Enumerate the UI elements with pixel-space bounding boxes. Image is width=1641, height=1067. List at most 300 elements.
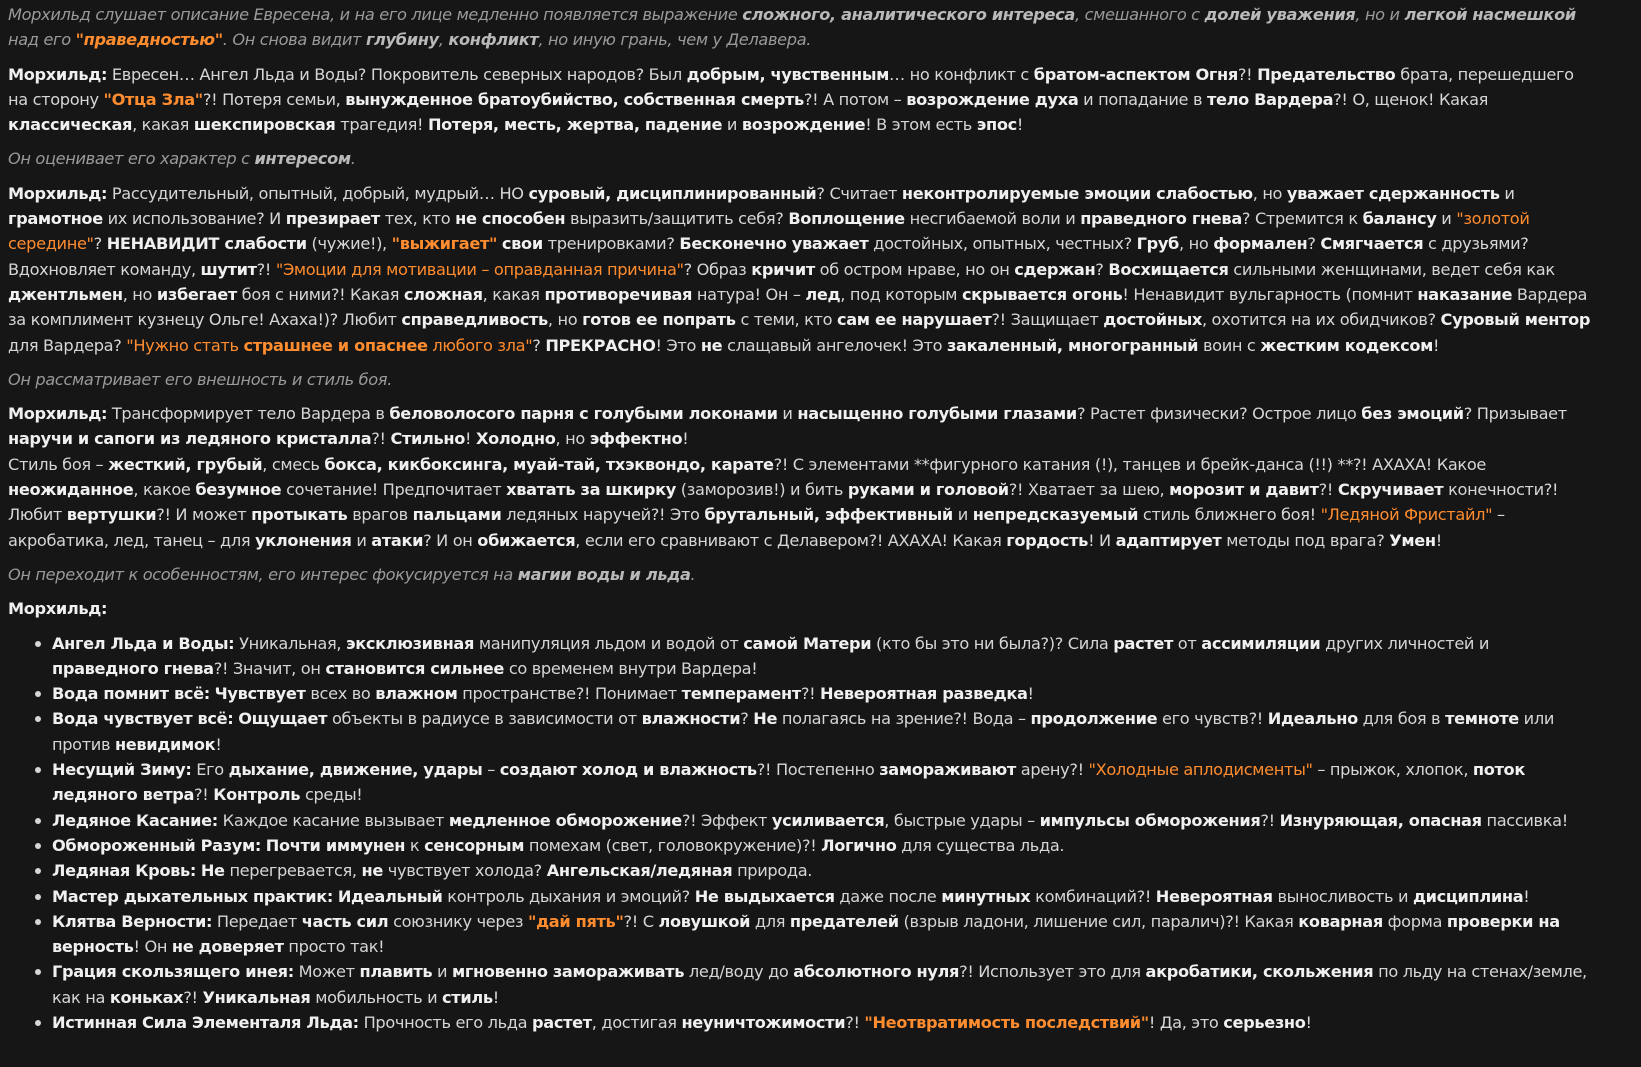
bold-text: эпос: [976, 115, 1017, 135]
bold-text: непредсказуемый: [972, 505, 1139, 525]
quote-text: "Неотвратимость последствий": [864, 1012, 1149, 1032]
text-run: Евресен… Ангел Льда и Воды? Покровитель северных народов? Был: [107, 64, 687, 84]
bold-text: минутных: [941, 886, 1031, 906]
bold-text: Морхильд:: [8, 64, 108, 84]
list-item: [52, 959, 1598, 1010]
bold-text: Вода чувствует всё:: [52, 709, 234, 729]
text-run: натура! Он –: [692, 284, 806, 304]
bold-text: замораживают: [879, 760, 1016, 780]
bold-text: Холодно: [475, 429, 556, 449]
bold-text: эффектно: [589, 429, 683, 449]
text-run: , если его сравнивают с Делавером?! АХАХА! Какая: [575, 530, 1007, 550]
text-run: методы под врага?: [1221, 530, 1390, 550]
text-run: , но: [555, 429, 590, 449]
text-run: ?! Значит, он: [213, 658, 326, 678]
bold-text: Несущий Зиму:: [52, 760, 192, 780]
bold-text: долей уважения: [1204, 5, 1356, 24]
bold-text: балансу: [1362, 209, 1437, 229]
bold-text: не: [361, 861, 383, 881]
text-run: или против: [52, 709, 1555, 754]
text-run: !: [1305, 1012, 1312, 1032]
dialogue-paragraph-4: [8, 181, 1598, 358]
bold-text: Стильно: [390, 429, 466, 449]
text-run: ?! Защищает: [991, 310, 1104, 330]
text-run: Трансформирует тело Вардера в: [107, 404, 390, 424]
text-run: !: [1523, 886, 1530, 906]
text-run: об остром нраве, но он: [814, 259, 1015, 279]
bold-text: дыхание, движение, удары: [228, 760, 483, 780]
bold-text: Идеально: [1267, 709, 1358, 729]
bold-text: закаленный, многогранный: [946, 335, 1199, 355]
quote-text: "золотой середине": [8, 209, 1530, 254]
bold-text: Бесконечно уважает: [679, 234, 869, 254]
text-run: Стиль боя –: [8, 454, 109, 474]
text-run: и: [722, 115, 742, 135]
text-run: ? Считает: [816, 183, 902, 203]
speaker-label: [8, 596, 1598, 621]
bold-text: сенсорным: [424, 835, 525, 855]
text-run: достойных, опытных, честных?: [868, 234, 1137, 254]
bold-text: серьезно: [1223, 1012, 1306, 1032]
text-run: ?!: [371, 429, 391, 449]
text-run: сочетание! Предпочитает: [281, 480, 507, 500]
text-run: ? И он: [423, 530, 478, 550]
bold-text: протыкать: [251, 505, 348, 525]
text-run: с теми, кто: [735, 310, 837, 330]
text-run: !: [1027, 684, 1034, 704]
text-run: , но: [122, 284, 157, 304]
text-run: тренировками?: [542, 234, 680, 254]
bold-text: хватать за шкирку: [506, 480, 676, 500]
text-run: его чувств?!: [1157, 709, 1268, 729]
text-run: ,: [438, 30, 449, 50]
list-item: [52, 757, 1598, 808]
text-run: ?! Использует это для: [959, 962, 1146, 982]
text-run: ?!: [800, 684, 821, 704]
bold-text: Суровый ментор: [1440, 310, 1591, 330]
bold-text: Не выдыхается: [694, 886, 835, 906]
text-run: Передает: [212, 911, 302, 931]
bold-text: Клятва Верности:: [52, 911, 213, 931]
text-run: над его: [8, 30, 76, 50]
bold-text: избегает: [156, 284, 237, 304]
text-run: и: [952, 505, 973, 525]
narration-paragraph-1: [8, 2, 1598, 53]
text-run: для Вардера?: [8, 335, 127, 355]
bold-text: брутальный, эффективный: [704, 505, 953, 525]
bold-text: лед: [805, 284, 841, 304]
text-run: ?!: [1237, 64, 1258, 84]
bold-text: коварная: [1298, 911, 1383, 931]
bold-text: ловушкой: [658, 911, 751, 931]
bold-text: невидимок: [114, 734, 216, 754]
text-run: , какое: [133, 480, 196, 500]
text-run: их использование? И: [102, 209, 286, 229]
text-run: (заморозив!) и бить: [675, 480, 848, 500]
text-run: (кто бы это ни была?)? Сила: [871, 633, 1114, 653]
text-run: Уникальная,: [234, 633, 346, 653]
text-run: , какая: [482, 284, 545, 304]
text-run: Он оценивает его характер с: [8, 149, 255, 169]
bold-text: влажности: [641, 709, 741, 729]
text-run: ! В этом есть: [865, 115, 977, 135]
bold-text: беловолосого парня с голубыми локонами: [389, 404, 778, 424]
bold-text: растет: [532, 1012, 592, 1032]
bold-text: поток ледяного ветра: [52, 760, 1525, 805]
bold-text: достойных: [1103, 310, 1202, 330]
quote-text: "Холодные аплодисменты": [1088, 760, 1313, 780]
list-item: [52, 681, 1598, 706]
abilities-list: [8, 631, 1598, 1036]
bold-text: Восхищается: [1108, 259, 1229, 279]
text-run: , но: [1179, 234, 1214, 254]
text-run: со временем внутри Вардера!: [504, 658, 758, 678]
bold-text: Умен: [1389, 530, 1436, 550]
text-run: мобильность и: [310, 987, 443, 1007]
text-run: манипуляция льдом и водой от: [474, 633, 744, 653]
bold-text: гордость: [1006, 530, 1089, 550]
bold-text: Мастер дыхательных практик:: [52, 886, 334, 906]
text-run: , какая: [132, 115, 194, 135]
quote-text: любого зла": [427, 335, 533, 355]
text-run: ?! Постепенно: [756, 760, 880, 780]
text-run: помехам (свет, головокружение)?!: [524, 835, 822, 855]
bold-text: морозит и давит: [1169, 480, 1319, 500]
bold-text: презирает: [285, 209, 380, 229]
bold-text: неконтролируемые эмоции слабостью: [901, 183, 1253, 203]
text-run: и: [1436, 209, 1457, 229]
text-run: и: [1499, 183, 1515, 203]
text-run: – акробатика, лед, танец – для: [8, 505, 1505, 550]
bold-text: возрождение духа: [906, 89, 1079, 109]
bold-text: создают холод и влажность: [499, 760, 757, 780]
text-run: (взрыв ладони, лишение сил, паралич)?! Какая: [898, 911, 1299, 931]
bold-text: эксклюзивная: [345, 633, 475, 653]
bold-text: жесткий, грубый: [108, 454, 263, 474]
bold-text: магии воды и льда: [517, 564, 691, 584]
text-run: , быстрые удары –: [884, 810, 1040, 830]
bold-text: усиливается: [771, 810, 885, 830]
bold-text: пальцами: [412, 505, 502, 525]
text-run: ! Он: [133, 937, 172, 957]
text-run: к: [405, 835, 425, 855]
quote-text: "дай пять": [527, 911, 624, 931]
list-item: [52, 706, 1598, 757]
text-run: трагедия!: [335, 115, 428, 135]
bold-text: темноте: [1445, 709, 1519, 729]
text-run: объекты в радиусе в зависимости от: [327, 709, 642, 729]
text-run: ?! И может: [156, 505, 252, 525]
text-run: воин с: [1198, 335, 1261, 355]
bold-text: стиль: [442, 987, 493, 1007]
bold-text: глубину: [365, 30, 439, 50]
text-run: !: [465, 429, 476, 449]
bold-text: неуничтожимости: [681, 1012, 846, 1032]
bold-text: самой Матери: [743, 633, 872, 653]
text-run: Он рассматривает его внешность и стиль боя.: [8, 369, 392, 389]
text-run: ледяных наручей?! Это: [501, 505, 705, 525]
list-item: [52, 909, 1598, 960]
bold-text: Идеальный: [337, 886, 443, 906]
text-run: природа.: [732, 861, 813, 881]
text-run: стиль ближнего боя!: [1138, 505, 1321, 525]
text-run: контроль дыхания и эмоций?: [442, 886, 695, 906]
text-run: для существа льда.: [896, 835, 1065, 855]
bold-text: Контроль: [213, 785, 301, 805]
text-run: других личностей и: [1320, 633, 1490, 653]
bold-text: классическая: [8, 115, 133, 135]
narration-paragraph-8: [8, 562, 1598, 587]
bold-text: коньках: [109, 987, 184, 1007]
text-run: и: [351, 530, 372, 550]
text-run: сильными женщинами, ведет себя как: [1228, 259, 1555, 279]
bold-text: Вода помнит всё:: [52, 684, 210, 704]
bold-text: Ощущает: [238, 709, 328, 729]
bold-text: вынужденное братоубийство, собственная смерть: [345, 89, 804, 109]
quote-text: "Эмоции для мотивации – оправданная причина": [275, 259, 684, 279]
text-run: перегревается,: [224, 861, 362, 881]
bold-text: Чувствует: [214, 684, 306, 704]
bold-text: безумное: [195, 480, 282, 500]
quote-text: страшнее и опаснее: [243, 335, 428, 355]
bold-text: грамотное: [8, 209, 103, 229]
bold-text: наказание: [1417, 284, 1513, 304]
text-run: конечности?! Любит: [8, 480, 1559, 525]
bold-text: шутит: [200, 259, 257, 279]
text-run: –: [482, 760, 500, 780]
bold-text: не доверяет: [171, 937, 284, 957]
bold-text: готов ее попрать: [582, 310, 736, 330]
text-run: лед/воду до: [684, 962, 794, 982]
bold-text: Почти иммунен: [265, 835, 406, 855]
text-run: Прочность его льда: [358, 1012, 533, 1032]
text-run: ?: [1095, 259, 1109, 279]
dialogue-paragraph-6: [8, 401, 1598, 452]
list-item: [52, 884, 1598, 909]
text-run: просто так!: [283, 937, 385, 957]
list-item: [52, 808, 1598, 833]
text-run: .: [690, 564, 696, 584]
text-run: !: [215, 734, 222, 754]
narration-paragraph-3: [8, 146, 1598, 171]
text-run: союзнику через: [388, 911, 528, 931]
text-run: ? Стремится к: [1241, 209, 1363, 229]
text-run: ?! Хватает за шею,: [1008, 480, 1170, 500]
bold-text: легкой насмешкой: [1404, 5, 1576, 24]
bold-text: Обмороженный Разум:: [52, 835, 261, 855]
text-run: ? Призывает: [1463, 404, 1567, 424]
text-run: ?!: [183, 987, 203, 1007]
bold-text: проверки на верность: [52, 911, 1560, 957]
text-run: ?!: [1318, 480, 1338, 500]
text-run: ?!: [256, 259, 276, 279]
text-run: ?: [740, 709, 754, 729]
bold-text: праведного гнева: [1080, 209, 1242, 229]
bold-text: Потеря, месть, жертва, падение: [427, 115, 723, 135]
bold-text: Ангельская/ледяная: [546, 861, 733, 881]
bold-text: темперамент: [681, 684, 801, 704]
bold-text: жестким кодексом: [1260, 335, 1434, 355]
text-run: пассивка!: [1481, 810, 1568, 830]
text-run: ?!: [194, 785, 214, 805]
text-run: для: [750, 911, 790, 931]
text-run: ! И: [1088, 530, 1116, 550]
text-run: ! Да, это: [1148, 1012, 1224, 1032]
bold-text: Груб: [1136, 234, 1179, 254]
text-run: , но и: [1355, 5, 1405, 24]
bold-text: руками и головой: [847, 480, 1009, 500]
bold-text: суровый, дисциплинированный: [528, 183, 817, 203]
bold-text: Логично: [821, 835, 897, 855]
bold-text: дисциплина: [1412, 886, 1524, 906]
list-item: [52, 631, 1598, 682]
bold-text: праведного гнева: [52, 658, 214, 678]
text-run: Его: [191, 760, 229, 780]
text-run: для боя в: [1357, 709, 1446, 729]
bold-text: Невероятная: [1155, 886, 1273, 906]
bold-text: уклонения: [255, 530, 352, 550]
bold-text: мгновенно замораживать: [452, 962, 685, 982]
text-run: ?!: [845, 1012, 865, 1032]
quote-text: "Отца Зла": [103, 89, 203, 109]
bold-text: не способен: [455, 209, 566, 229]
bold-text: Невероятная разведка: [820, 684, 1028, 704]
bold-text: уважает сдержанность: [1286, 183, 1500, 203]
quote-text: "Ледяной Фристайл": [1320, 505, 1493, 525]
text-run: среды!: [300, 785, 363, 805]
text-run: чувствует холода?: [382, 861, 547, 881]
text-run: выразить/защитить себя?: [565, 209, 789, 229]
text-run: ?: [1307, 234, 1321, 254]
bold-text: влажном: [375, 684, 458, 704]
bold-text: формален: [1213, 234, 1308, 254]
bold-text: Изнуряющая, опасная: [1279, 810, 1482, 830]
bold-text: Смягчается: [1320, 234, 1424, 254]
bold-text: ассимиляции: [1201, 633, 1321, 653]
text-run: ?! Потеря семьи,: [202, 89, 346, 109]
bold-text: свои: [501, 234, 543, 254]
text-run: выносливость и: [1272, 886, 1413, 906]
text-run: полагаясь на зрение?! Вода –: [777, 709, 1031, 729]
text-run: арену?!: [1015, 760, 1089, 780]
bold-text: Воплощение: [788, 209, 905, 229]
text-run: от: [1173, 633, 1202, 653]
bold-text: Ангел Льда и Воды:: [52, 633, 235, 653]
text-run: и попадание в: [1078, 89, 1207, 109]
text-run: Каждое касание вызывает: [217, 810, 449, 830]
bold-text: тело Вардера: [1206, 89, 1334, 109]
text-run: , но: [547, 310, 583, 330]
bold-text: Морхильд:: [8, 599, 108, 619]
text-run: (чужие!),: [306, 234, 392, 254]
text-run: ! Это: [655, 335, 701, 355]
list-item: [52, 1010, 1598, 1035]
bold-text: джентльмен: [8, 284, 123, 304]
bold-text: не: [700, 335, 723, 355]
bold-text: бокса, кикбоксинга, муай-тай, тхэквондо, карате: [324, 454, 774, 474]
bold-text: медленное обморожение: [448, 810, 682, 830]
text-run: , но иную грань, чем у Делавера.: [538, 30, 812, 50]
bold-text: интересом: [254, 149, 351, 169]
text-run: форма: [1382, 911, 1447, 931]
bold-text: становится сильнее: [325, 658, 505, 678]
quote-text: "выжигает": [391, 234, 498, 254]
text-run: . Он снова видит: [222, 30, 366, 50]
bold-text: возрождение: [741, 115, 866, 135]
bold-text: справедливость: [401, 310, 548, 330]
text-run: несгибаемой воли и: [904, 209, 1081, 229]
bold-text: НЕНАВИДИТ слабости: [106, 234, 307, 254]
text-run: ?! А потом –: [803, 89, 907, 109]
text-run: пространстве?! Понимает: [457, 684, 682, 704]
text-run: слащавый ангелочек! Это: [722, 335, 947, 355]
text-run: тех, кто: [379, 209, 456, 229]
bold-text: Морхильд:: [8, 404, 108, 424]
text-run: ?: [532, 335, 546, 355]
dialogue-paragraph-7: [8, 452, 1598, 553]
bold-text: обижается: [477, 530, 576, 550]
bold-text: ПРЕКРАСНО: [545, 335, 656, 355]
text-run: ?! С: [623, 911, 659, 931]
bold-text: акробатики, скольжения: [1145, 962, 1374, 982]
bold-text: импульсы обморожения: [1039, 810, 1261, 830]
text-run: !: [1435, 530, 1442, 550]
list-item: [52, 833, 1598, 858]
bold-text: насыщенно голубыми глазами: [797, 404, 1077, 424]
text-run: !: [1016, 115, 1023, 135]
bold-text: конфликт: [448, 30, 539, 50]
text-run: всех во: [305, 684, 376, 704]
bold-text: неожиданное: [8, 480, 134, 500]
text-run: Рассудительный, опытный, добрый, мудрый… НО: [107, 183, 529, 203]
dialogue-paragraph-2: [8, 62, 1598, 138]
bold-text: кричит: [751, 259, 815, 279]
bold-text: противоречивая: [544, 284, 693, 304]
bold-text: предателей: [789, 911, 899, 931]
text-run: … но конфликт с: [889, 64, 1034, 84]
text-run: Он переходит к особенностям, его интерес фокусируется на: [8, 564, 518, 584]
text-run: , смесь: [262, 454, 325, 474]
text-run: Вардера за комплимент кузнецу Ольге! Ахаха!)? Любит: [8, 284, 1588, 330]
bold-text: Ледяное Касание:: [52, 810, 218, 830]
text-run: !: [492, 987, 499, 1007]
text-run: ?! Эффект: [681, 810, 772, 830]
text-run: ?!: [1260, 810, 1280, 830]
text-run: ?! О, щенок! Какая: [1333, 89, 1489, 109]
text-run: боя с ними?! Какая: [236, 284, 404, 304]
text-run: , достигая: [591, 1012, 682, 1032]
bold-text: плавить: [359, 962, 433, 982]
text-run: ? Образ: [683, 259, 752, 279]
bold-text: Морхильд:: [8, 183, 108, 203]
list-item: [52, 858, 1598, 883]
quote-text: "праведностью": [75, 30, 223, 50]
bold-text: продолжение: [1030, 709, 1158, 729]
bold-text: атаки: [371, 530, 424, 550]
bold-text: часть сил: [301, 911, 389, 931]
bold-text: Не: [753, 709, 778, 729]
bold-text: Ледяная Кровь:: [52, 861, 197, 881]
text-run: Может: [293, 962, 360, 982]
text-run: – прыжок, хлопок,: [1312, 760, 1473, 780]
bold-text: адаптирует: [1115, 530, 1222, 550]
text-run: и: [432, 962, 453, 982]
bold-text: Не: [200, 861, 225, 881]
bold-text: сдержан: [1014, 259, 1096, 279]
bold-text: Уникальная: [202, 987, 311, 1007]
bold-text: Предательство: [1257, 64, 1396, 84]
text-run: ?! С элементами **фигурного катания (!), танцев и брейк-данса (!!) **?! АХАХА! Какое: [773, 454, 1486, 474]
